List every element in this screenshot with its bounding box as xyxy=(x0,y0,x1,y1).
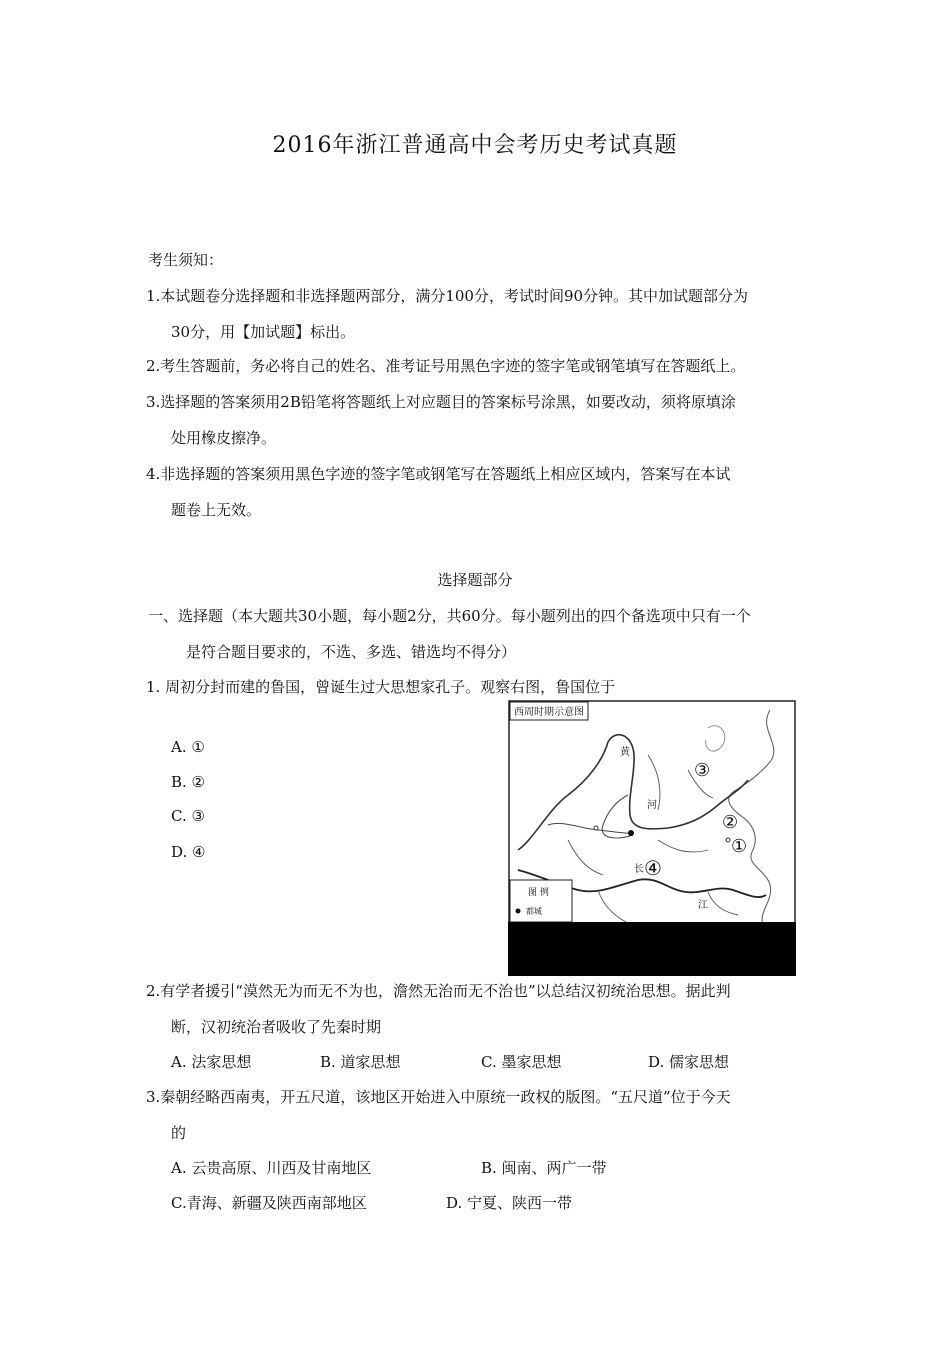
question-3-option-b: B. 闽南、两广一带 xyxy=(481,1159,607,1177)
question-3-stem: 3.秦朝经略西南夷，开五尺道，该地区开始进入中原统一政权的版图。“五尺道”位于今天 xyxy=(146,1088,731,1106)
notice-item-1-cont: 30分，用【加试题】标出。 xyxy=(171,323,356,341)
map-marker-3: ③ xyxy=(694,760,711,781)
notice-item-1: 1.本试题卷分选择题和非选择题两部分，满分100分，考试时间90分钟。其中加试题部分为 xyxy=(146,287,749,305)
map-label-jiang: 江 xyxy=(698,900,708,911)
question-1-option-c: C. ③ xyxy=(171,807,205,825)
question-3-option-c: C.青海、新疆及陕西南部地区 xyxy=(171,1194,367,1212)
question-2-option-a: A. 法家思想 xyxy=(171,1053,252,1071)
question-1-option-a: A. ① xyxy=(171,738,205,756)
question-2-stem-cont: 断，汉初统治者吸收了先秦时期 xyxy=(171,1018,382,1036)
notice-item-2: 2.考生答题前，务必将自己的姓名、准考证号用黑色字迹的签字笔或钢笔填写在答题纸上。 xyxy=(146,357,746,375)
section-title: 选择题部分 xyxy=(437,571,513,589)
notice-item-4: 4.非选择题的答案须用黑色字迹的签字笔或钢笔写在答题纸上相应区域内，答案写在本试 xyxy=(146,465,731,483)
notice-item-3-cont: 处用橡皮擦净。 xyxy=(171,429,277,447)
map-marker-4: ④ xyxy=(644,856,662,880)
map-marker-2: ② xyxy=(722,812,739,833)
question-3-option-d: D. 宁夏、陕西一带 xyxy=(446,1194,573,1212)
question-1-stem: 1. 周初分封而建的鲁国，曾诞生过大思想家孔子。观察右图，鲁国位于 xyxy=(146,678,616,696)
map-legend-title: 图 例 xyxy=(528,888,549,898)
section-intro: 一、选择题（本大题共30小题，每小题2分，共60分。每小题列出的四个备选项中只有一个 xyxy=(148,607,751,625)
notice-item-4-cont: 题卷上无效。 xyxy=(171,501,262,519)
question-2-stem: 2.有学者援引“漠然无为而无不为也，澹然无治而无不治也”以总结汉初统治思想。据此判 xyxy=(146,982,731,1000)
question-2-option-d: D. 儒家思想 xyxy=(648,1053,730,1071)
notice-heading: 考生须知： xyxy=(148,251,224,269)
question-1-option-d: D. ④ xyxy=(171,843,206,861)
question-2-option-b: B. 道家思想 xyxy=(320,1053,401,1071)
question-2-option-c: C. 墨家思想 xyxy=(481,1053,562,1071)
map-label-he: 河 xyxy=(647,800,657,811)
question-3-option-a: A. 云贵高原、川西及甘南地区 xyxy=(171,1159,372,1177)
map-marker-1: ① xyxy=(731,836,748,857)
map-legend-item: 都城 xyxy=(526,907,542,916)
map-label-chang: 长 xyxy=(634,864,644,875)
question-1-option-b: B. ② xyxy=(171,773,206,791)
redaction-bar xyxy=(508,922,796,976)
question-3-stem-cont: 的 xyxy=(171,1124,187,1142)
notice-item-3: 3.选择题的答案须用2B铅笔将答题纸上对应题目的答案标号涂黑，如要改动，须将原填涂 xyxy=(146,393,736,411)
page-title: 2016年浙江普通高中会考历史考试真题 xyxy=(272,133,678,158)
map-label-huang: 黄 xyxy=(620,747,630,758)
western-zhou-map xyxy=(508,700,796,976)
map-title: 西周时期示意图 xyxy=(514,707,584,718)
section-intro-cont: 是符合题目要求的，不选、多选、错选均不得分） xyxy=(186,643,517,661)
